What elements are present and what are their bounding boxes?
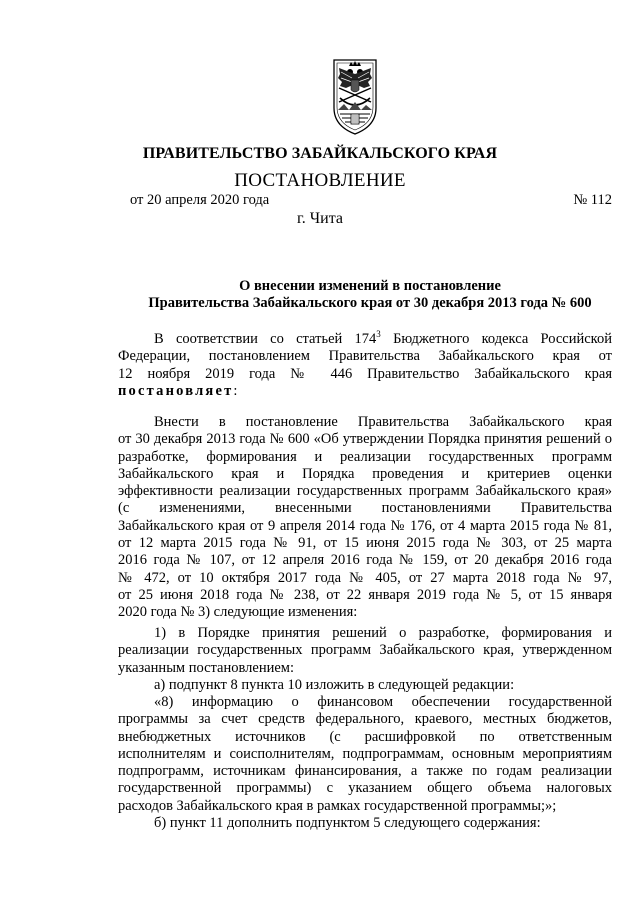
text-line: эффективности реализации государственных программ Забайкальского края» bbox=[118, 483, 612, 500]
text-line: государственной программы) с указанием общего объема налоговых bbox=[118, 780, 612, 797]
text-line: указанным постановлением: bbox=[118, 659, 294, 676]
document-title bbox=[128, 278, 612, 312]
item-b-paragraph bbox=[118, 815, 612, 832]
item-a-paragraph bbox=[118, 677, 612, 694]
text-line: № 472, от 10 октября 2017 года № 405, от 27 марта 2018 года № 97, bbox=[118, 569, 612, 586]
quoted-text-paragraph bbox=[118, 694, 612, 815]
document-city: г. Чита bbox=[296, 210, 343, 227]
coat-of-arms-icon bbox=[330, 58, 380, 136]
preamble-paragraph bbox=[118, 331, 612, 400]
text-line: Забайкальского края и Порядка проведения и критериев оценки bbox=[118, 465, 612, 482]
text-line: расходов Забайкальского края в рамках государственной программы;»; bbox=[118, 797, 557, 814]
text-line: разработке, формирования и реализации государственных программ bbox=[118, 448, 612, 465]
text-line: подпрограмм, источникам финансирования, а также по годам реализации bbox=[118, 763, 612, 780]
text-line: б) пункт 11 дополнить подпунктом 5 следующего содержания: bbox=[154, 815, 541, 831]
text-line: Забайкальского края от 9 апреля 2014 года № 176, от 4 марта 2015 года № 81, bbox=[118, 517, 612, 534]
text-line: Внести в постановление Правительства Забайкальского края bbox=[154, 414, 612, 430]
text-line: внебюджетных источников (с расшифровкой по ответственным bbox=[118, 728, 612, 745]
main-paragraph bbox=[118, 414, 612, 622]
document-number: № 112 bbox=[573, 192, 612, 208]
text-line: от 12 марта 2015 года № 91, от 15 июня 2015 года № 303, от 25 марта bbox=[118, 535, 612, 552]
text-line: «8) информацию о финансовом обеспечении государственной bbox=[154, 694, 612, 710]
text-line: реализации государственных программ Забайкальского края, утвержденном bbox=[118, 642, 612, 659]
text-line: 2020 года № 3) следующие изменения: bbox=[118, 604, 358, 621]
title-line: Правительства Забайкальского края от 30 декабря 2013 года № 600 bbox=[148, 295, 592, 311]
title-line: О внесении изменений в постановление bbox=[239, 278, 501, 294]
text-line: от 30 декабря 2013 года № 600 «Об утверждении Порядка принятия решений о bbox=[118, 431, 612, 448]
text-line: В соответствии со статьей $174^3$ Бюджетного кодекса Российской bbox=[154, 329, 613, 347]
document-date: от 20 апреля 2020 года bbox=[130, 192, 270, 208]
text-line: 12 ноября 2019 года № 446 Правительство Забайкальского края bbox=[118, 365, 612, 382]
text-line: Федерации, постановлением Правительства Забайкальского края от bbox=[118, 348, 612, 365]
organization-name: ПРАВИТЕЛЬСТВО ЗАБАЙКАЛЬСКОГО КРАЯ bbox=[142, 145, 498, 162]
text-line: постановляет: bbox=[118, 382, 238, 399]
text-line: от 25 июня 2018 года № 238, от 22 января 2019 года № 5, от 15 января bbox=[118, 586, 612, 603]
item-1-paragraph bbox=[118, 625, 612, 677]
document-type: ПОСТАНОВЛЕНИЕ bbox=[234, 170, 406, 191]
text-line: 1) в Порядке принятия решений о разработке, формирования и bbox=[154, 625, 612, 641]
text-line: исполнителям и соисполнителям, подпрограммам, основным мероприятиям bbox=[118, 745, 612, 762]
text-line: а) подпункт 8 пункта 10 изложить в следующей редакции: bbox=[154, 677, 515, 693]
text-line: (с изменениями, внесенными постановлениями Правительства bbox=[118, 500, 612, 517]
text-line: программы за счет средств федерального, краевого, местных бюджетов, bbox=[118, 711, 612, 728]
text-line: 2016 года № 107, от 12 апреля 2016 года № 159, от 20 декабря 2016 года bbox=[118, 552, 612, 569]
resolves-word: постановляет bbox=[118, 382, 234, 399]
